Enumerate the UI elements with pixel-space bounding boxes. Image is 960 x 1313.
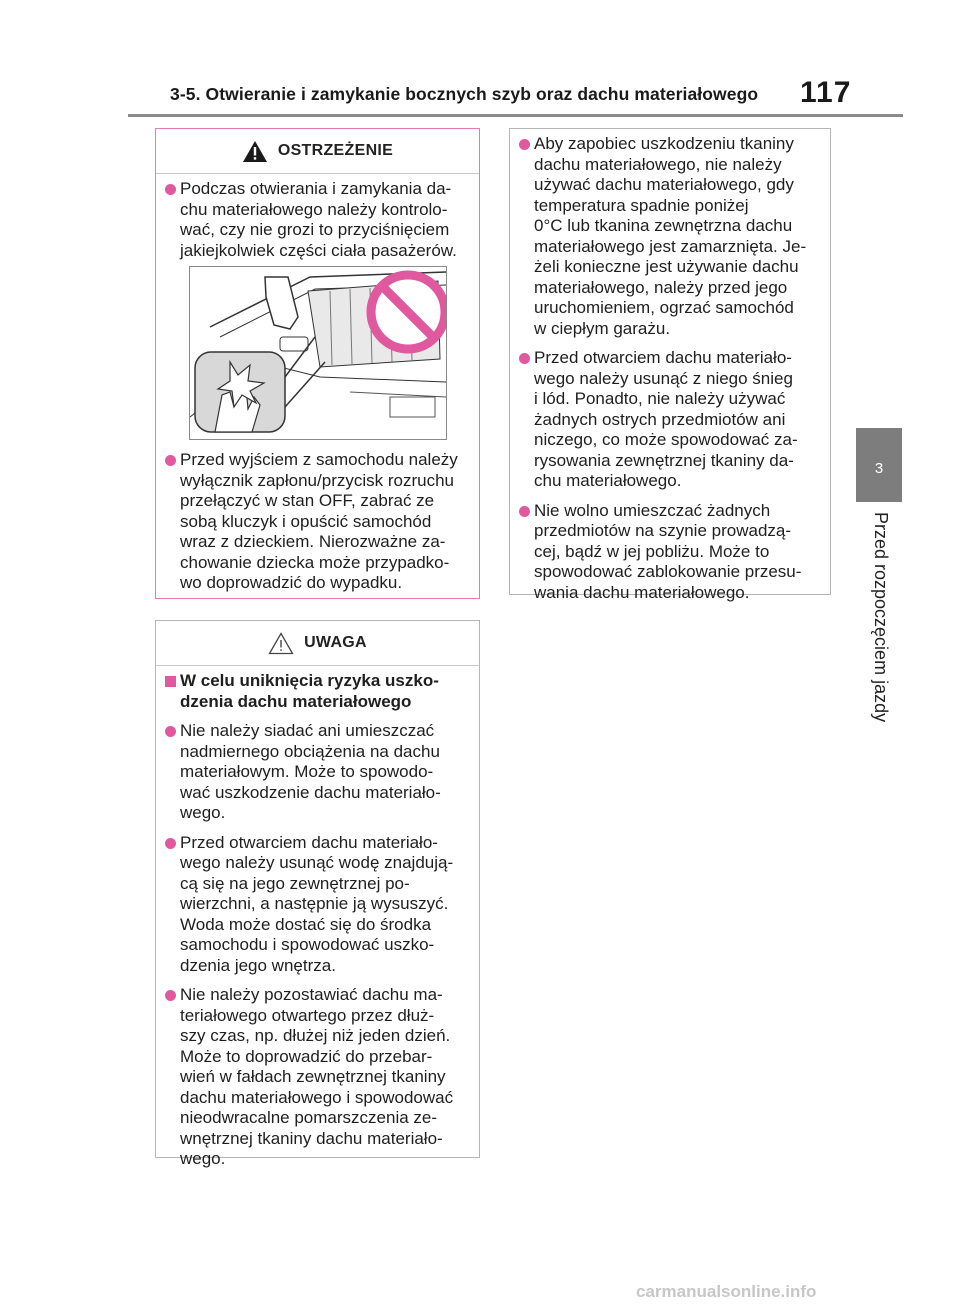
caution-triangle-icon	[268, 632, 294, 655]
bullet-icon	[165, 184, 176, 195]
warning-header	[156, 129, 479, 174]
right-content	[518, 134, 824, 612]
warning-title: OSTRZEŻENIE	[277, 142, 394, 159]
notice-header	[156, 621, 479, 666]
header-divider	[128, 114, 903, 117]
watermark: carmanualsonline.info	[636, 1282, 817, 1301]
bullet-icon	[519, 353, 530, 364]
bullet-icon	[165, 990, 176, 1001]
list-item: Przed wyjściem z samochodu należy wyłącznik zapłonu/przycisk rozruchu przełączyć w stan OFF, zabrać ze sobą kluczyk i opuścić samochód wraz z dzieckiem. Nierozważne za- chowanie dziecka może przypadko- wo doprowadzić do wypadku.	[164, 450, 473, 594]
car-interior-image	[190, 267, 446, 439]
notice-heading: W celu uniknięcia ryzyka uszko- dzenia dachu materiałowego	[164, 671, 473, 712]
notice-content	[164, 671, 473, 1179]
prohibition-icon	[371, 275, 445, 349]
list-item: Przed otwarciem dachu materiało- wego należy usunąć z niego śnieg i lód. Ponadto, nie należy używać żadnych ostrych przedmiotów ani niczego, co może spowodować za- rysowania zewnętrznej tkaniny da- chu materiałowego.	[518, 348, 824, 492]
page-header-title: 3-5. Otwieranie i zamykanie bocznych szyb oraz dachu materiałowego	[170, 84, 759, 104]
list-item: Podczas otwierania i zamykania da- chu materiałowego należy kontrolo- wać, czy nie grozi to przyciśnięciem jakiejkolwiek części ciała pasażerów.	[164, 179, 473, 261]
chapter-label: Przed rozpoczęciem jazdy	[871, 512, 891, 723]
bullet-icon	[519, 506, 530, 517]
bullet-icon	[165, 726, 176, 737]
notice-title: UWAGA	[304, 634, 367, 651]
chapter-tab: 3	[856, 428, 902, 502]
list-item: Aby zapobiec uszkodzeniu tkaniny dachu materiałowego, nie należy używać dachu materiałowego, gdy temperatura spadnie poniżej 0°C lub tkanina zewnętrzna dachu materiałowego jest zamarznięta. Je- żeli konieczne jest używanie dachu materiałowego, należy przed jego uruchomieniem, ogrzać samochód w ciepłym garażu.	[518, 134, 824, 339]
bullet-icon	[165, 455, 176, 466]
page-number: 117	[800, 76, 852, 109]
bullet-icon	[165, 838, 176, 849]
warning-content-top	[164, 179, 473, 270]
list-item: Przed otwarciem dachu materiało- wego należy usunąć wodę znajdują- cą się na jego zewnętrznej po- wierzchni, a następnie ją wysuszyć. Woda może dostać się do środka samochodu i spowodować uszko- dzenia jego wnętrza.	[164, 833, 473, 977]
warning-content-bottom	[164, 450, 473, 603]
list-item: Nie należy siadać ani umieszczać nadmiernego obciążenia na dachu materiałowym. Może to spowodo- wać uszkodzenie dachu materiało- wego.	[164, 721, 473, 824]
list-item: Nie należy pozostawiać dachu ma- teriałowego otwartego przez dłuż- szy czas, np. dłużej niż jeden dzień. Może to doprowadzić do przebar- wień w fałdach zewnętrznej tkaniny dachu materiałowego i spowodować nieodwracalne pomarszczenia ze- wnętrznej tkaniny dachu materiało- wego.	[164, 985, 473, 1170]
roof-pinch-illustration	[189, 266, 447, 440]
warning-continuation-box	[509, 128, 831, 602]
warning-triangle-icon	[242, 140, 268, 163]
notice-box	[155, 620, 480, 1168]
bullet-icon	[519, 139, 530, 150]
list-item: Nie wolno umieszczać żadnych przedmiotów na szynie prowadzą- cej, bądź w jej pobliżu. Może to spowodować zablokowanie przesu- wania dachu materiałowego.	[518, 501, 824, 604]
square-bullet-icon	[165, 676, 176, 687]
